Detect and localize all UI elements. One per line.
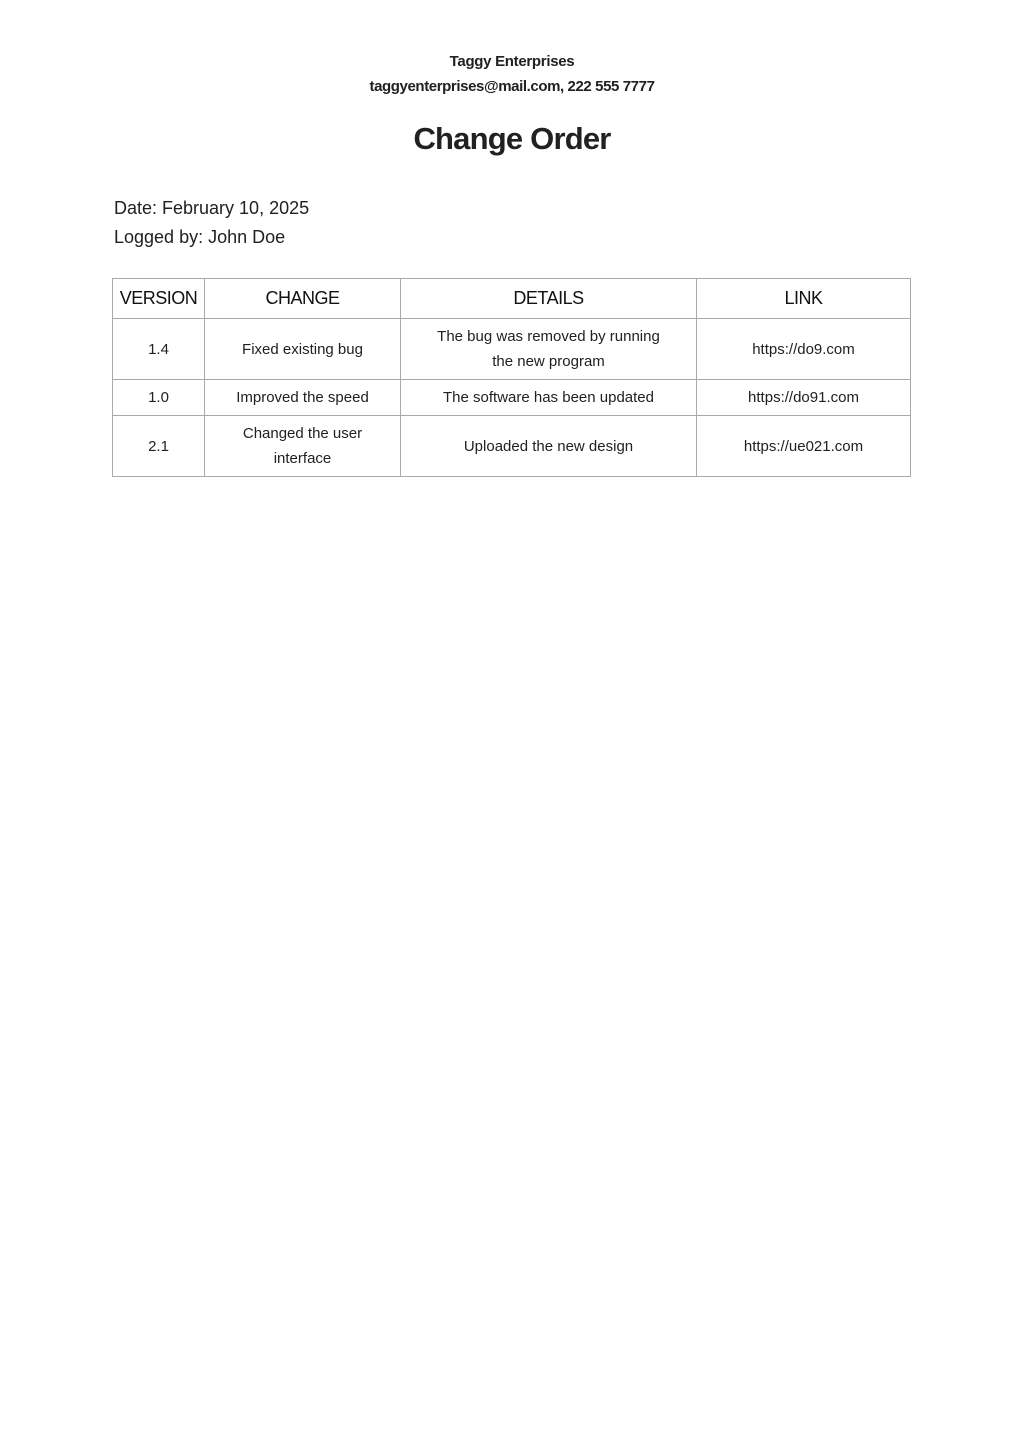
company-name: Taggy Enterprises [449, 53, 575, 70]
table-row [113, 416, 911, 477]
link-cell[interactable]: https://ue021.com [697, 416, 911, 477]
change-cell: Improved the speed [205, 380, 401, 416]
table-header-row [113, 279, 911, 319]
version-cell: 1.0 [113, 380, 205, 416]
column-header-version: VERSION [113, 279, 205, 319]
version-cell: 2.1 [113, 416, 205, 477]
column-header-details: DETAILS [401, 279, 697, 319]
link-cell[interactable]: https://do9.com [697, 319, 911, 380]
column-header-link: LINK [697, 279, 911, 319]
table-row [113, 380, 911, 416]
date-field: Date: February 10, 2025 [114, 198, 310, 218]
document-title: Change Order [413, 121, 611, 156]
column-header-change: CHANGE [205, 279, 401, 319]
details-cell: The software has been updated [401, 380, 697, 416]
logged-by-field: Logged by: John Doe [114, 227, 286, 247]
change-cell: Fixed existing bug [205, 319, 401, 380]
details-cell: The bug was removed by running the new program [401, 319, 697, 380]
details-cell: Uploaded the new design [401, 416, 697, 477]
company-contact: taggyenterprises@mail.com, 222 555 7777 [369, 78, 655, 95]
version-cell: 1.4 [113, 319, 205, 380]
change-order-table [112, 278, 911, 477]
table-row [113, 319, 911, 380]
change-cell: Changed the user interface [205, 416, 401, 477]
link-cell[interactable]: https://do91.com [697, 380, 911, 416]
